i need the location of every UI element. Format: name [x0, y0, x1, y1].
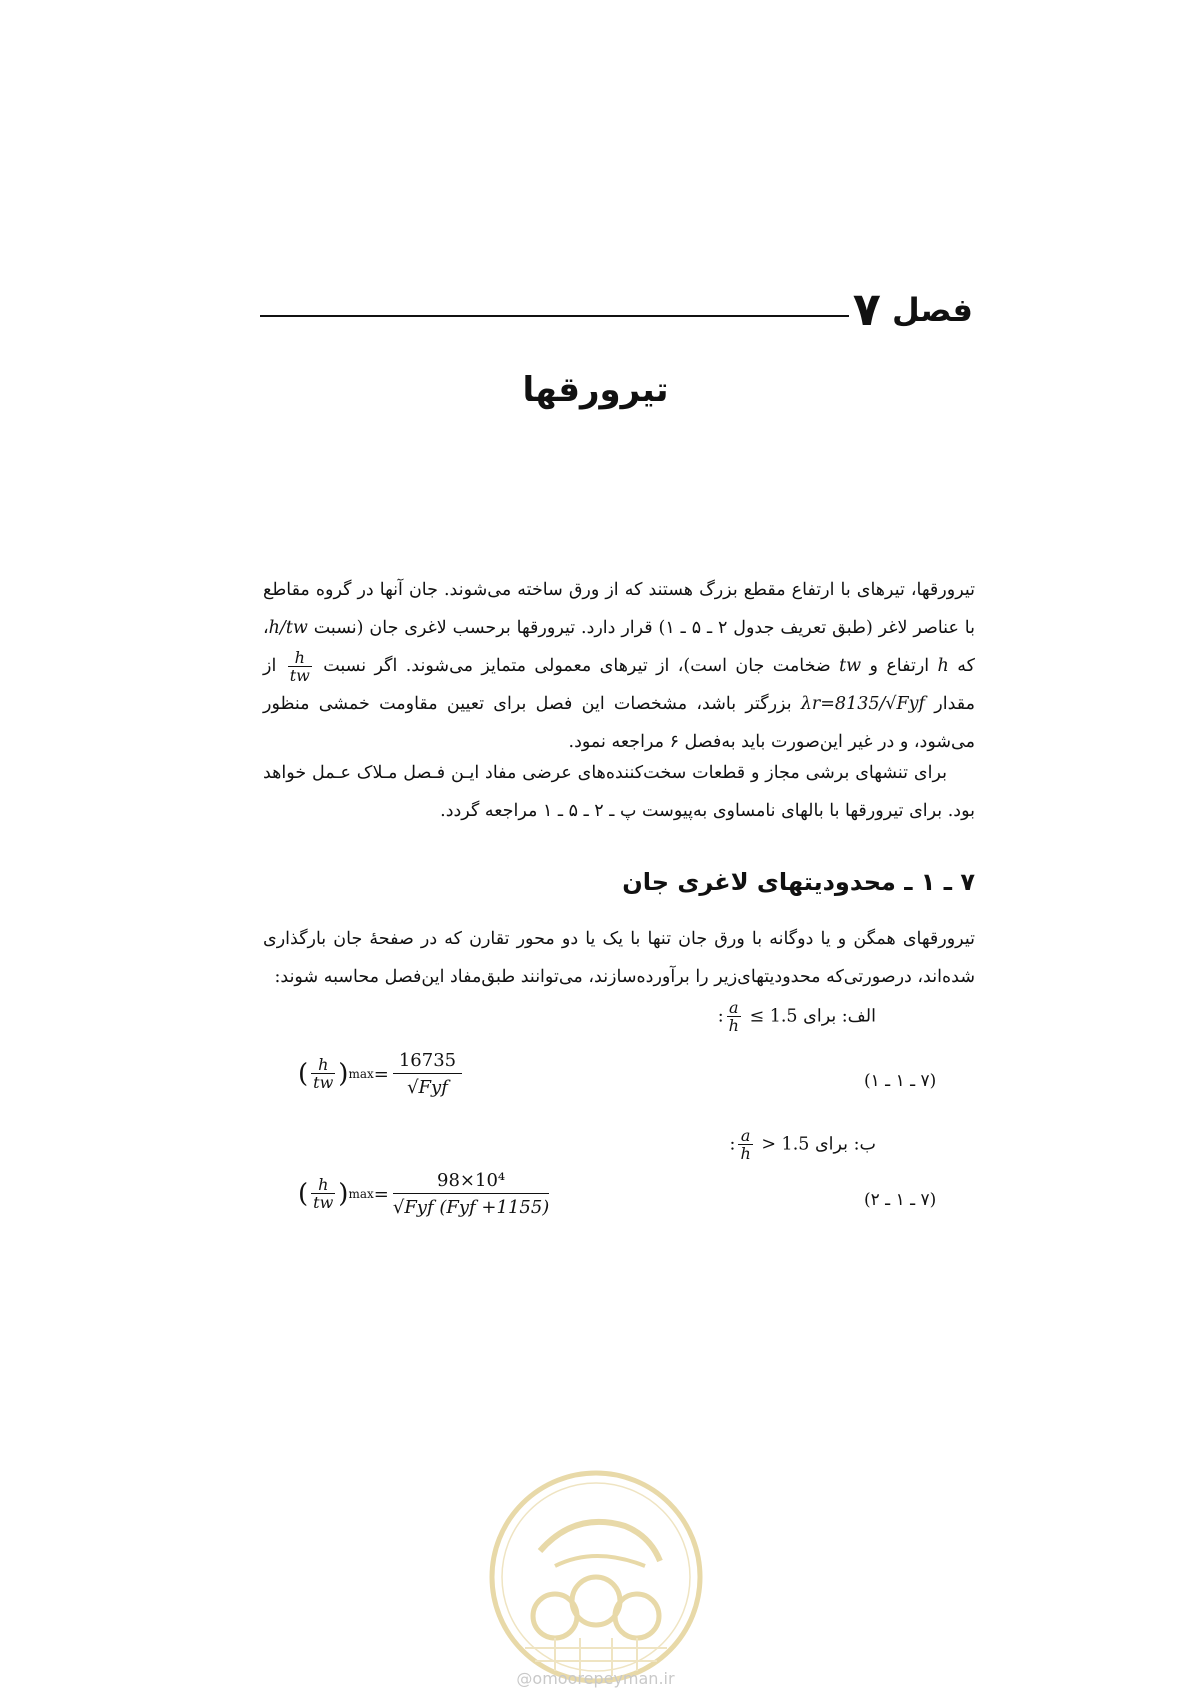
intro-text-1: تیرورقها، تیرهای با ارتفاع مقطع بزرگ هستند که از ورق ساخته می‌شوند. جان آنها در گروه مقاطع با عناصر لاغر (طبق تعریف جدول ۲ ـ ۵ ـ ۱) قرار دارد. تیرورقها برحسب لاغری جان (نسبت: [263, 580, 975, 638]
equation-2: ( $\frac{h}{tw}$ ) max = 98×10⁴ √Fyf (Fyf +1155): [298, 1170, 550, 1218]
condition-a-fraction: $\frac{a}{h}$: [728, 998, 739, 1035]
intro-text-2: ، که: [263, 618, 975, 676]
intro-text-5: از مقدار: [263, 656, 975, 714]
section-heading: [622, 868, 975, 896]
lambda-limit: λr=8135/√Fyf: [800, 694, 926, 714]
condition-a: [718, 1000, 876, 1034]
section-paragraph: تیرورقهای همگن و یا دوگانه با ورق جان تنها با یک یا دو محور تقارن که در صفحهٔ جان بارگذاری شده‌اند، درصورتی‌که محدودیتهای‌زیر را برآورده‌سازند، می‌توانند طبق‌مفاد این‌فصل محاسبه شوند:: [263, 929, 975, 987]
condition-a-label: الف: برای: [803, 1006, 876, 1027]
colon: :: [729, 1134, 736, 1155]
chapter-heading: [849, 282, 973, 336]
intro-text-3: ارتفاع و: [869, 656, 930, 676]
watermark-seal-logo: [485, 1466, 707, 1688]
eq2-subscript: max: [348, 1187, 374, 1201]
symbol-tw: tw: [839, 656, 862, 676]
slenderness-ratio: h/tw: [268, 618, 308, 638]
condition-a-relation: ≤ 1.5: [749, 1006, 798, 1027]
equation-1-number: (۷ ـ ۱ ـ ۱): [864, 1071, 937, 1091]
condition-b-relation: > 1.5: [761, 1134, 810, 1155]
chapter-word: فصل: [891, 291, 973, 329]
chapter-number: ۷: [852, 282, 881, 336]
eq1-rhs-fraction: 16735 √Fyf: [393, 1050, 462, 1098]
ratio-fraction: $\frac{h}{tw}$: [289, 647, 310, 685]
eq1-subscript: max: [348, 1067, 374, 1081]
condition-b-fraction: $\frac{a}{h}$: [740, 1126, 751, 1163]
equation-1: ( $\frac{h}{tw}$ ) max = 16735 √Fyf: [298, 1050, 462, 1098]
section-number: ۷ ـ ۱ ـ: [904, 868, 975, 896]
section-title: محدودیتهای لاغری جان: [622, 868, 896, 896]
intro-paragraph-2: برای تنشهای برشی مجاز و قطعات سخت‌کننده‌های عرضی مفاد ایـن فـصل مـلاک عـمل خواهد بود. برای تیرورقها با بالهای نامساوی به‌پیوست پ ـ ۲ ـ ۵ ـ ۱ مراجعه گردد.: [263, 763, 975, 821]
eq1-lhs-fraction: $\frac{h}{tw}$: [313, 1055, 334, 1092]
intro-text-6: بزرگتر باشد، مشخصات این فصل برای تعیین مقاومت خمشی منظور می‌شود، و در غیر این‌صورت باید به‌فصل ۶ مراجعه نمود.: [263, 694, 975, 752]
condition-b: [730, 1128, 876, 1162]
eq2-lhs-fraction: $\frac{h}{tw}$: [313, 1175, 334, 1212]
colon: :: [717, 1006, 724, 1027]
chapter-rule: [260, 315, 880, 317]
condition-b-label: ب: برای: [814, 1134, 876, 1155]
symbol-h: h: [937, 656, 949, 676]
chapter-title: تیرورقها: [522, 370, 669, 410]
intro-text-4: ضخامت جان است)، از تیرهای معمولی متمایز می‌شوند. اگر نسبت: [323, 656, 831, 676]
eq2-rhs-fraction: 98×10⁴ √Fyf (Fyf +1155): [392, 1170, 550, 1218]
intro-paragraph: [263, 571, 975, 761]
watermark-site-text: @omoorepeyman.ir: [516, 1669, 675, 1688]
equation-2-number: (۷ ـ ۱ ـ ۲): [864, 1190, 937, 1210]
